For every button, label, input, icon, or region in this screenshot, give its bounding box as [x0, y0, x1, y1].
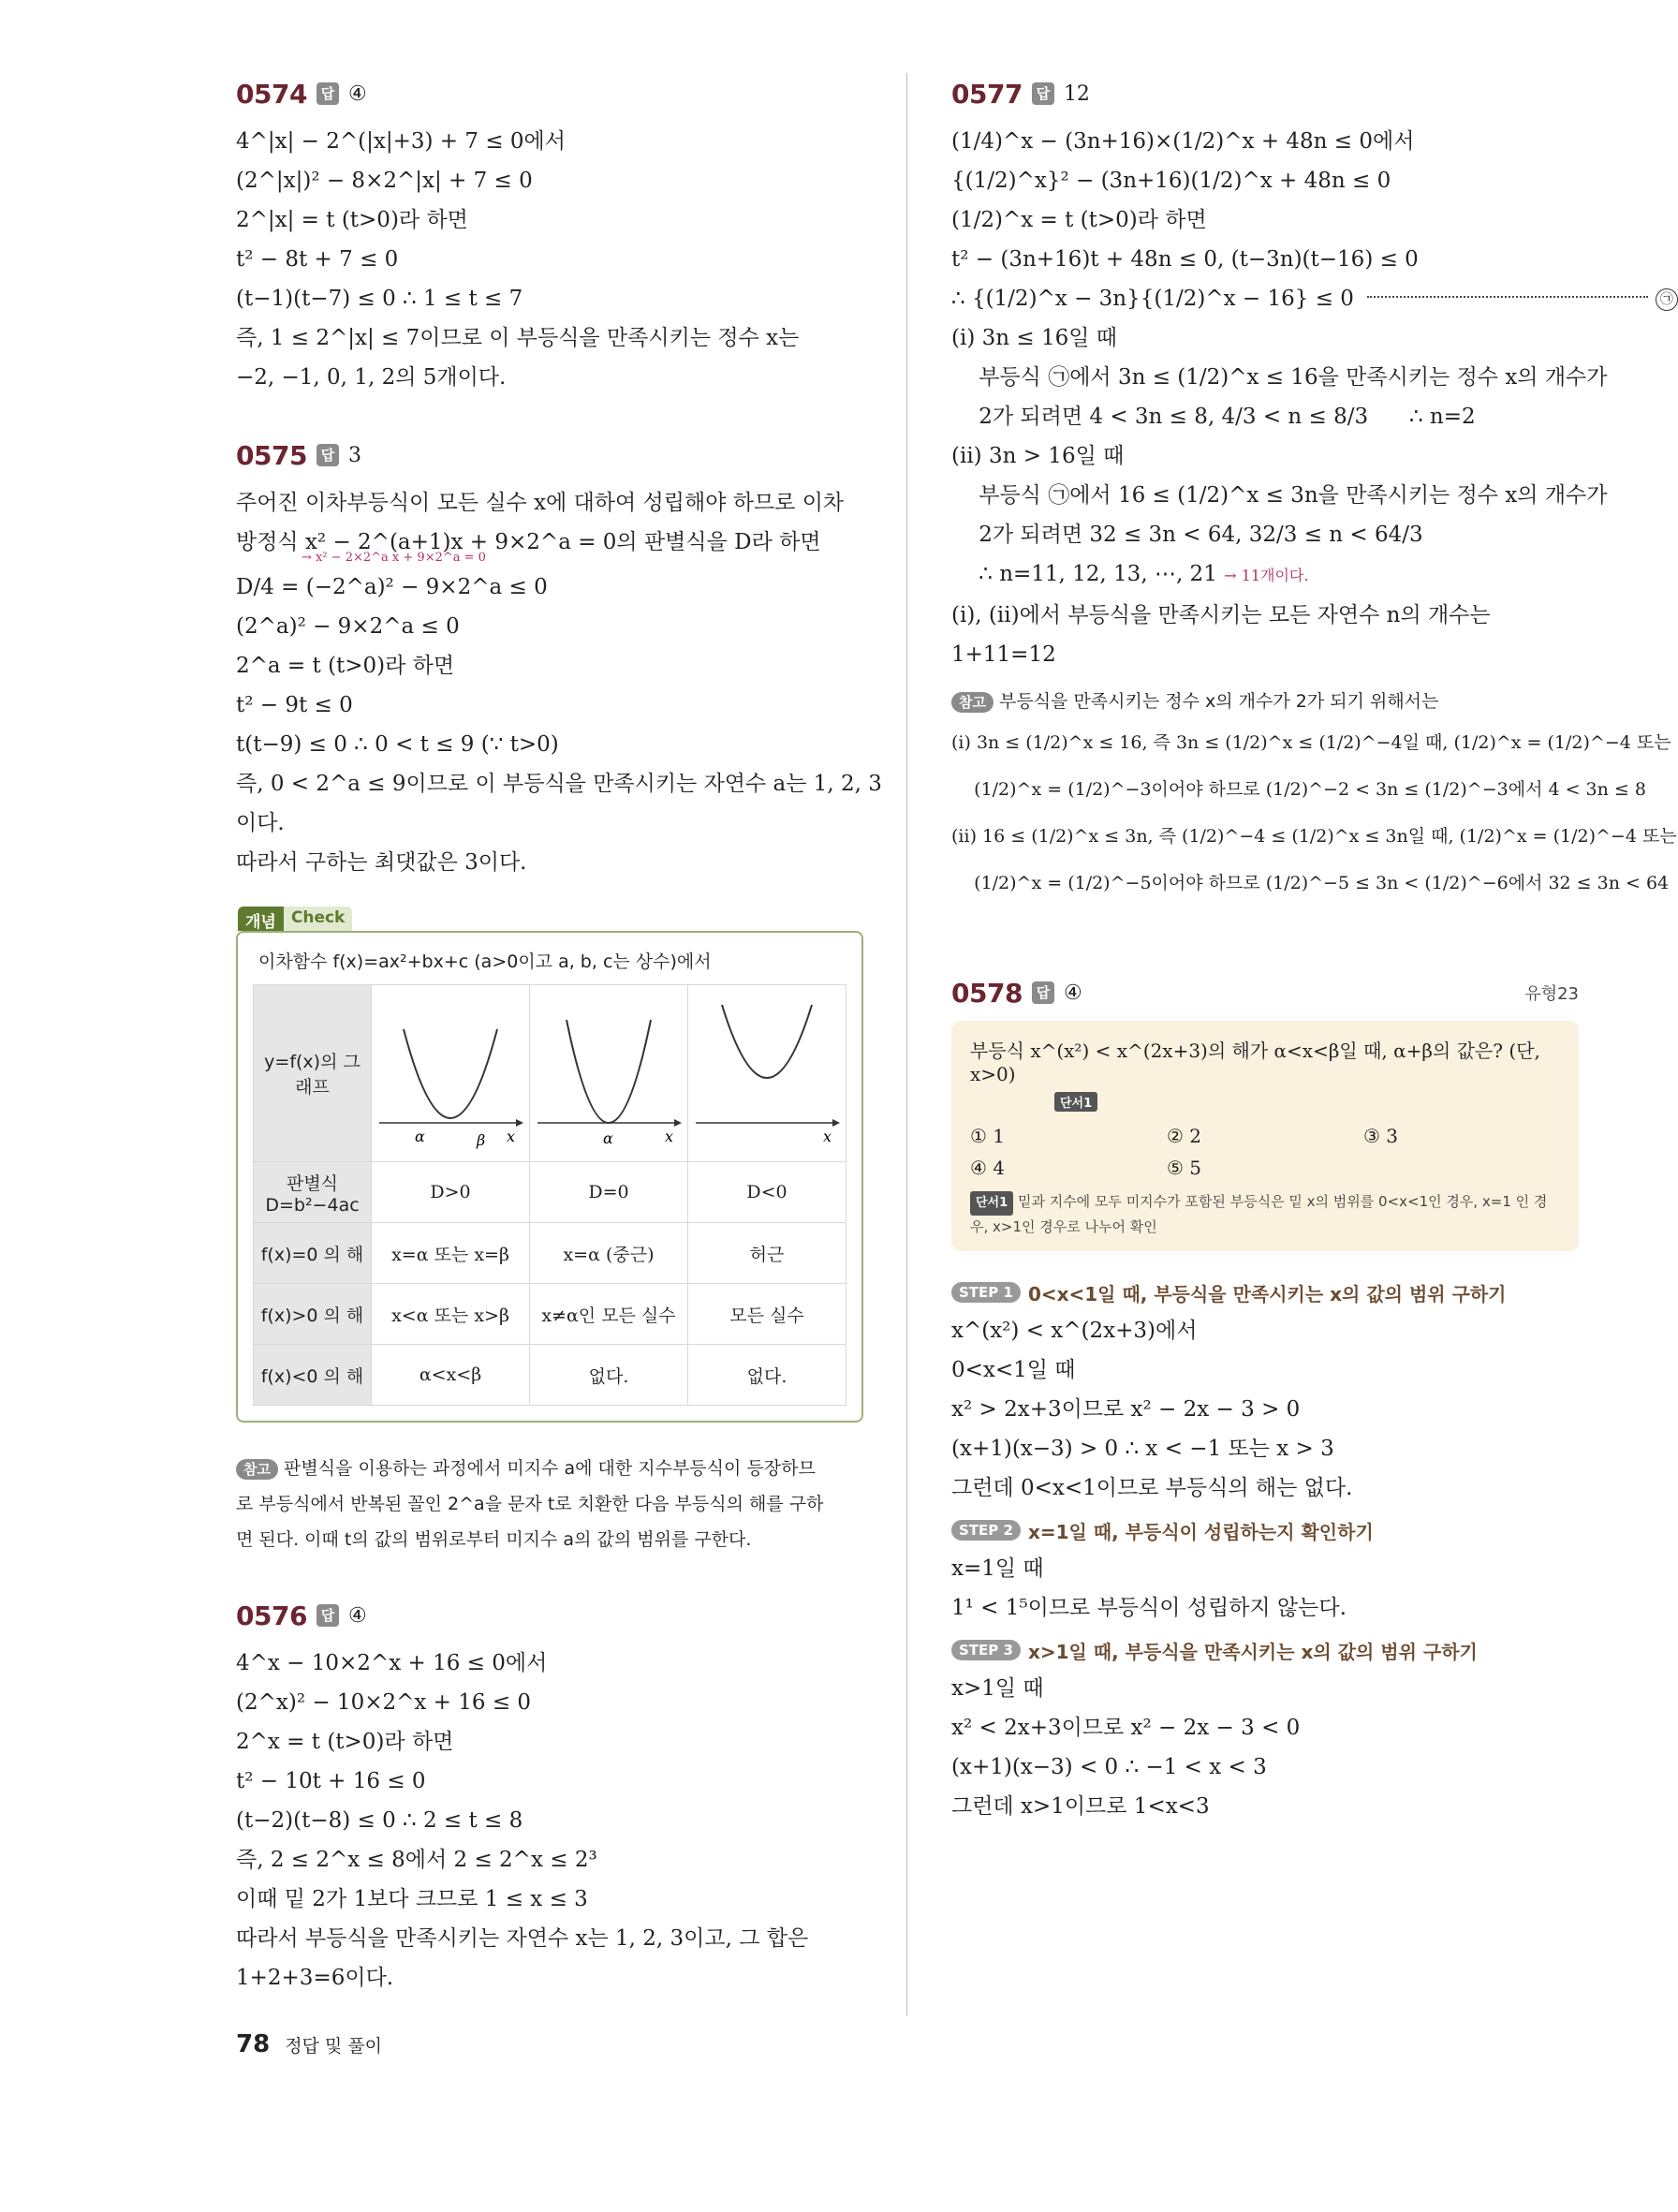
- problem-0578: [951, 972, 1579, 1826]
- table-cell: 모든 실수: [688, 1284, 846, 1345]
- graph-cell-double-root: [530, 985, 688, 1162]
- column-divider: [906, 73, 907, 2016]
- solution-line: D/4 = (−2^a)² − 9×2^a ≤ 0: [236, 575, 548, 599]
- note-title-line: 참고 부등식을 만족시키는 정수 x의 개수가 2가 되기 위해서는: [951, 684, 1579, 719]
- option-4[interactable]: ④ 4: [970, 1157, 1006, 1179]
- note-line: 면 된다. 이때 t의 값의 범위로부터 미지수 a의 값의 범위를 구한다.: [236, 1529, 752, 1550]
- table-cell: D=0: [530, 1162, 688, 1223]
- solution-line: (ⅰ) 3n ≤ 16일 때: [951, 326, 1117, 350]
- step-title: x=1일 때, 부등식이 성립하는지 확인하기: [1027, 1520, 1374, 1543]
- clue-badge: 단서1: [1054, 1092, 1097, 1112]
- concept-check-box: [236, 908, 863, 1423]
- graph-cell-no-root: [688, 985, 846, 1162]
- page-number: 78: [236, 2030, 271, 2058]
- solution-line: 즉, 2 ≤ 2^x ≤ 8에서 2 ≤ 2^x ≤ 2³: [236, 1848, 597, 1872]
- solution-line: 2가 되려면 4 < 3n ≤ 8, 4/3 < n ≤ 8/3 ∴ n=2: [951, 405, 1476, 429]
- reference-note: [951, 684, 1677, 907]
- circled-marker: ㉠: [1656, 288, 1678, 311]
- step-badge: STEP 2: [951, 1520, 1021, 1541]
- problem-header: [236, 435, 863, 476]
- table-cell: 없다.: [530, 1345, 688, 1406]
- solution-line: 즉, 1 ≤ 2^|x| ≤ 7이므로 이 부등식을 만족시키는 정수 x는: [236, 326, 800, 350]
- solution-line: 2^|x| = t (t>0)라 하면: [236, 208, 468, 232]
- alpha-label: α: [603, 1128, 613, 1147]
- parabola-double-root-graph: [534, 992, 684, 1151]
- problem-number: 0574: [236, 78, 307, 110]
- x-axis-label: x: [665, 1127, 674, 1145]
- note-badge: 참고: [236, 1459, 278, 1480]
- solution-line: (1/2)^x = t (t>0)라 하면: [951, 208, 1207, 232]
- x-axis-label: x: [823, 1127, 832, 1145]
- answer-badge: 답: [1032, 82, 1054, 105]
- solution-line: ∴ n=11, 12, 13, ⋯, 21 → 11개이다.: [951, 562, 1309, 586]
- discriminant-table: [253, 984, 846, 1406]
- option-2[interactable]: ② 2: [1167, 1125, 1202, 1147]
- answer-value: 3: [347, 443, 361, 467]
- answer-options: [970, 1125, 1560, 1179]
- note-line: 로 부등식에서 반복된 꼴인 2^a을 문자 t로 치환한 다음 부등식의 해를 구하: [236, 1494, 824, 1514]
- solution-line: 그런데 x>1이므로 1<x<3: [951, 1794, 1210, 1819]
- check-label: Check: [284, 907, 353, 931]
- beta-label: β: [477, 1130, 486, 1149]
- solution-line: 4^|x| − 2^(|x|+3) + 7 ≤ 0에서: [236, 129, 566, 154]
- alpha-label: α: [415, 1127, 425, 1145]
- solution-line: −2, −1, 0, 1, 2의 5개이다.: [236, 365, 507, 390]
- solution-line: t(t−9) ≤ 0 ∴ 0 < t ≤ 9 (∵ t>0): [236, 732, 559, 757]
- solution-line: 부등식 ㉠에서 3n ≤ (1/2)^x ≤ 16을 만족시키는 정수 x의 개수가: [951, 365, 1608, 390]
- note-line: (1/2)^x = (1/2)^−5이어야 하므로 (1/2)^−5 ≤ 3n < (1/2)^−6에서 32 ≤ 3n < 64: [951, 873, 1670, 893]
- problem-number: 0576: [236, 1600, 307, 1631]
- note-line: (ⅱ) 16 ≤ (1/2)^x ≤ 3n, 즉 (1/2)^−4 ≤ (1/2)^x ≤ 3n일 때, (1/2)^x = (1/2)^−4 또는: [951, 826, 1677, 847]
- solution-line: 부등식 ㉠에서 16 ≤ (1/2)^x ≤ 3n을 만족시키는 정수 x의 개수가: [951, 483, 1608, 508]
- table-cell: α<x<β: [372, 1345, 530, 1406]
- row-header: 판별식 D=b²−4ac: [254, 1162, 372, 1223]
- footer-text: 정답 및 풀이: [285, 2036, 383, 2057]
- solution-line: 따라서 구하는 최댓값은 3이다.: [236, 850, 527, 875]
- concept-label: 개념: [238, 907, 284, 931]
- solution-line: 따라서 부등식을 만족시키는 자연수 x는 1, 2, 3이고, 그 합은: [236, 1926, 809, 1951]
- problem-header: [236, 1595, 863, 1636]
- problem-header: [236, 73, 863, 114]
- problem-0575: [236, 435, 882, 882]
- solution-line: (t−2)(t−8) ≤ 0 ∴ 2 ≤ t ≤ 8: [236, 1808, 523, 1833]
- x-axis-label: x: [507, 1127, 516, 1145]
- problem-0574: [236, 73, 863, 397]
- concept-check-tab: [238, 907, 352, 931]
- problem-text: 부등식 x^(x²) < x^(2x+3)의 해가 α<x<β일 때, α+β의 값은? (단, x>0): [970, 1040, 1540, 1085]
- answer-badge: 답: [1032, 981, 1054, 1004]
- note-badge: 참고: [951, 692, 994, 713]
- clue-badge: 단서1: [970, 1191, 1013, 1216]
- clue-hint: 단서1 밑과 지수에 모두 미지수가 포함된 부등식은 밑 x의 범위를 0<x<1인 경우, x=1 인 경우, x>1인 경우로 나누어 확인: [970, 1193, 1548, 1235]
- solution-line: (1/4)^x − (3n+16)×(1/2)^x + 48n ≤ 0에서: [951, 129, 1415, 154]
- row-header: f(x)<0 의 해: [254, 1345, 372, 1406]
- parabola-two-roots-graph: [375, 992, 525, 1151]
- step-title: 0<x<1일 때, 부등식을 만족시키는 x의 값의 범위 구하기: [1027, 1282, 1507, 1305]
- solution-line: 2^a = t (t>0)라 하면: [236, 654, 455, 678]
- solution-line: t² − (3n+16)t + 48n ≤ 0, (t−3n)(t−16) ≤ 0: [951, 247, 1419, 272]
- answer-value: 12: [1063, 81, 1090, 106]
- option-1[interactable]: ① 1: [970, 1125, 1006, 1147]
- solution-line: 0<x<1일 때: [951, 1358, 1076, 1382]
- solution-line: 그런데 0<x<1이므로 부등식의 해는 없다.: [951, 1476, 1353, 1500]
- table-cell: x=α (중근): [530, 1223, 688, 1284]
- note-line: (1/2)^x = (1/2)^−3이어야 하므로 (1/2)^−2 < 3n ≤ (1/2)^−3에서 4 < 3n ≤ 8: [951, 779, 1646, 800]
- problem-number: 0578: [951, 977, 1023, 1009]
- table-row: [254, 1345, 846, 1406]
- step-2-header: [951, 1512, 1579, 1549]
- table-row: [254, 1223, 846, 1284]
- solution-line: (2^|x|)² − 8×2^|x| + 7 ≤ 0: [236, 169, 533, 193]
- step-title: x>1일 때, 부등식을 만족시키는 x의 값의 범위 구하기: [1027, 1640, 1478, 1663]
- solution-line: (ⅱ) 3n > 16일 때: [951, 444, 1125, 468]
- solution-line: 4^x − 10×2^x + 16 ≤ 0에서: [236, 1651, 548, 1675]
- solution-line: x^(x²) < x^(2x+3)에서: [951, 1319, 1198, 1343]
- solution-lines: [236, 122, 863, 397]
- note-line: (ⅰ) 3n ≤ (1/2)^x ≤ 16, 즉 3n ≤ (1/2)^x ≤ (1/2)^−4일 때, (1/2)^x = (1/2)^−4 또는: [951, 732, 1671, 753]
- solution-line: t² − 9t ≤ 0: [236, 693, 353, 717]
- row-header: y=f(x)의 그래프: [254, 985, 372, 1162]
- table-cell: D<0: [688, 1162, 846, 1223]
- answer-value: ④: [1063, 981, 1082, 1005]
- problem-header: [951, 972, 1579, 1013]
- solution-line: (x+1)(x−3) > 0 ∴ x < −1 또는 x > 3: [951, 1437, 1334, 1461]
- table-row: [254, 1284, 846, 1345]
- solution-line-marked: ∴ {(1/2)^x − 3n}{(1/2)^x − 16} ≤ 0 ㉠: [951, 279, 1579, 318]
- step-1-header: [951, 1274, 1579, 1311]
- table-cell: 허근: [688, 1223, 846, 1284]
- parabola-no-root-graph: [692, 992, 842, 1151]
- note-line: 참고 판별식을 이용하는 과정에서 미지수 a에 대한 지수부등식이 등장하므: [236, 1451, 863, 1486]
- problem-0576: [236, 1595, 863, 1998]
- solution-line: 주어진 이차부등식이 모든 실수 x에 대하여 성립해야 하므로 이차: [236, 491, 845, 515]
- table-cell: x=α 또는 x=β: [372, 1223, 530, 1284]
- solution-line: 방정식 x² − 2^(a+1)x + 9×2^a = 0의 판별식을 D라 하면: [236, 530, 821, 554]
- table-cell: x<α 또는 x>β: [372, 1284, 530, 1345]
- page-footer: [236, 2030, 382, 2058]
- solution-line: x>1일 때: [951, 1676, 1044, 1701]
- concept-title: 이차함수 f(x)=ax²+bx+c (a>0이고 a, b, c는 상수)에서: [258, 951, 712, 972]
- problem-statement-box: [951, 1021, 1579, 1251]
- reference-note: [236, 1451, 863, 1557]
- step-badge: STEP 3: [951, 1640, 1021, 1660]
- problem-number: 0577: [951, 78, 1023, 110]
- answer-badge: 답: [316, 1604, 339, 1627]
- problem-header: [951, 73, 1579, 114]
- solution-line: (t−1)(t−7) ≤ 0 ∴ 1 ≤ t ≤ 7: [236, 287, 523, 311]
- solution-line: 1+11=12: [951, 642, 1056, 667]
- answer-badge: 답: [316, 444, 339, 466]
- row-header: f(x)=0 의 해: [254, 1223, 372, 1284]
- solution-line: 이다.: [236, 811, 285, 835]
- solution-line: t² − 8t + 7 ≤ 0: [236, 247, 399, 272]
- answer-value: ④: [347, 1603, 367, 1628]
- left-column: [236, 73, 882, 1998]
- step-badge: STEP 1: [951, 1282, 1021, 1303]
- option-5[interactable]: ⑤ 5: [1167, 1157, 1202, 1179]
- graph-cell-two-roots: [372, 985, 530, 1162]
- solution-line: 이때 밑 2가 1보다 크므로 1 ≤ x ≤ 3: [236, 1887, 588, 1911]
- solution-line: (2^x)² − 10×2^x + 16 ≤ 0: [236, 1690, 532, 1715]
- solution-line: x=1일 때: [951, 1556, 1044, 1581]
- solution-line: 2^x = t (t>0)라 하면: [236, 1730, 454, 1754]
- solution-line: x² < 2x+3이므로 x² − 2x − 3 < 0: [951, 1716, 1301, 1740]
- answer-value: ④: [347, 81, 367, 106]
- solution-line: t² − 10t + 16 ≤ 0: [236, 1769, 426, 1793]
- table-cell: 없다.: [688, 1345, 846, 1406]
- leader-dots: [1367, 296, 1648, 298]
- solution-line: (x+1)(x−3) < 0 ∴ −1 < x < 3: [951, 1755, 1267, 1779]
- table-cell: D>0: [372, 1162, 530, 1223]
- solution-line: (2^a)² − 9×2^a ≤ 0: [236, 614, 460, 639]
- count-note: → 11개이다.: [1224, 567, 1309, 584]
- solution-line: {(1/2)^x}² − (3n+16)(1/2)^x + 48n ≤ 0: [951, 169, 1391, 193]
- solution-line: x² > 2x+3이므로 x² − 2x − 3 > 0: [951, 1397, 1301, 1422]
- table-row: [254, 1162, 846, 1223]
- problem-0577: [951, 73, 1677, 907]
- solution-line: 1¹ < 1⁵이므로 부등식이 성립하지 않는다.: [951, 1596, 1347, 1620]
- option-3[interactable]: ③ 3: [1363, 1125, 1399, 1147]
- solution-line: 즉, 0 < 2^a ≤ 9이므로 이 부등식을 만족시키는 자연수 a는 1, 2, 3: [236, 772, 882, 796]
- table-cell: x≠α인 모든 실수: [530, 1284, 688, 1345]
- solution-line: 2가 되려면 32 ≤ 3n < 64, 32/3 ≤ n < 64/3: [951, 523, 1423, 547]
- problem-type-tag: 유형23: [1524, 984, 1579, 1004]
- right-column: [951, 73, 1677, 1826]
- step-3-header: [951, 1631, 1579, 1669]
- solution-line: 1+2+3=6이다.: [236, 1966, 394, 1990]
- table-row: [254, 985, 846, 1162]
- annotation-note: → x² − 2×2^a x + 9×2^a = 0: [302, 551, 486, 565]
- problem-number: 0575: [236, 439, 307, 471]
- solution-line: (ⅰ), (ⅱ)에서 부등식을 만족시키는 모든 자연수 n의 개수는: [951, 603, 1491, 627]
- row-header: f(x)>0 의 해: [254, 1284, 372, 1345]
- answer-badge: 답: [316, 82, 339, 105]
